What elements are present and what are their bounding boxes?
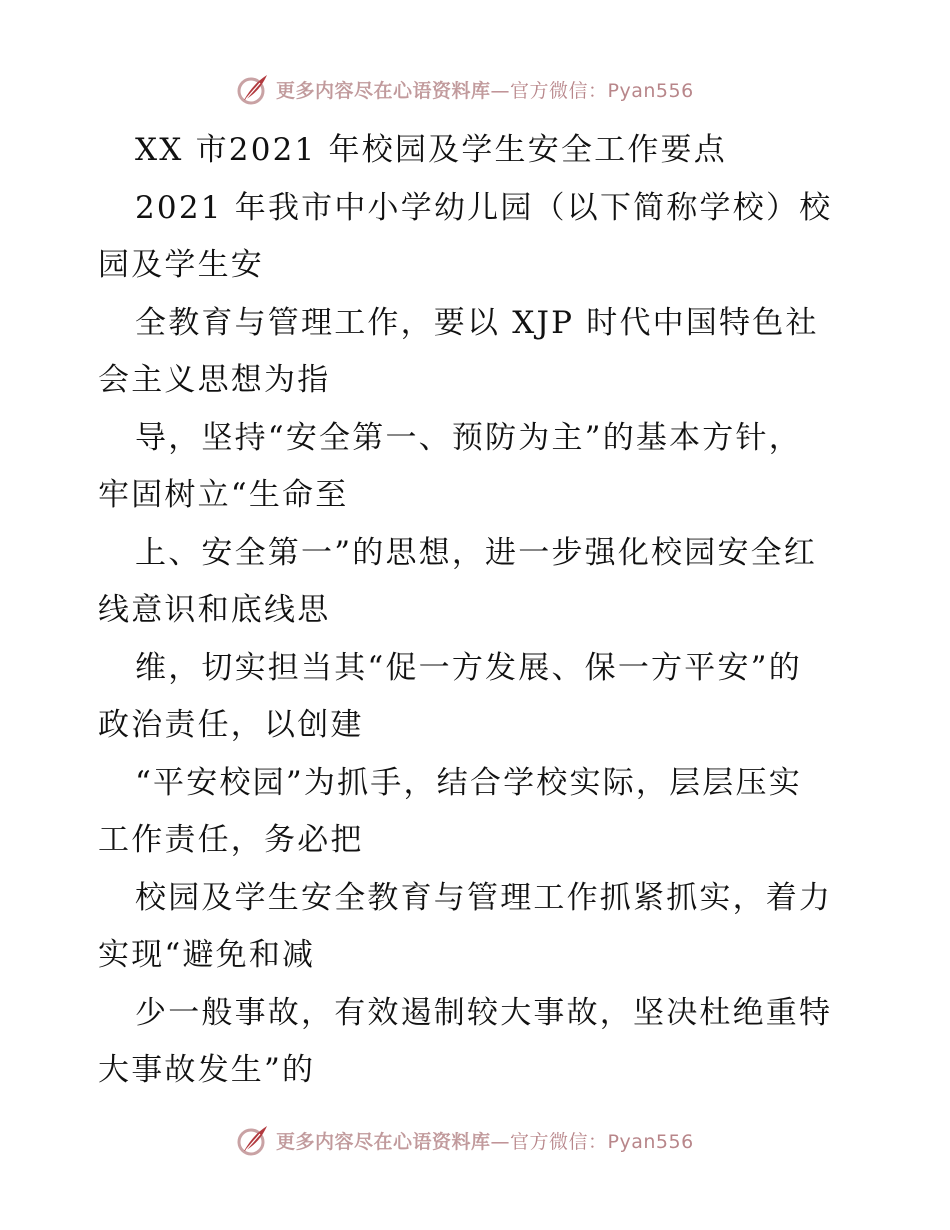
footer-watermark (236, 1123, 694, 1157)
paragraph-line: 政治责任，以创建 (98, 707, 364, 743)
paragraph-line: 全教育与管理工作，要以 XJP 时代中国特色社 (135, 304, 819, 341)
paragraph-line: 维，切实担当其“促一方发展、保一方平安”的 (135, 649, 802, 686)
paragraph-line: 实现“避免和减 (98, 937, 316, 973)
watermark-suffix: 官方微信：Pyan556 (510, 1130, 694, 1153)
paragraph-line: 大事故发生”的 (98, 1052, 316, 1088)
paragraph-line: 园及学生安 (98, 247, 264, 283)
paragraph-line: 少一般事故，有效遏制较大事故，坚决杜绝重特 (135, 994, 833, 1031)
document-title: XX 市2021 年校园及学生安全工作要点 (135, 132, 727, 168)
watermark-text (276, 76, 694, 103)
paragraph-line: “平安校园”为抓手，结合学校实际，层层压实 (135, 764, 802, 801)
watermark-dash: — (490, 1130, 511, 1153)
paragraph-line: 2021 年我市中小学幼儿园（以下简称学校）校 (135, 189, 833, 226)
watermark-dash: — (490, 79, 511, 102)
watermark-brand: 更多内容尽在心语资料库 (276, 79, 491, 102)
header-watermark (236, 72, 694, 106)
paragraph-line: 上、安全第一”的思想，进一步强化校园安全红 (135, 534, 818, 571)
paragraph-line: 导，坚持“安全第一、预防为主”的基本方针， (135, 419, 802, 456)
document-body (98, 122, 858, 1100)
paragraph-line: 会主义思想为指 (98, 362, 331, 398)
paragraph-line: 牢固树立“生命至 (98, 477, 349, 513)
watermark-suffix: 官方微信：Pyan556 (510, 79, 694, 102)
paragraph-line: 线意识和底线思 (98, 592, 331, 628)
feather-circle-logo-icon (236, 1123, 270, 1157)
watermark-brand: 更多内容尽在心语资料库 (276, 1130, 491, 1153)
feather-circle-logo-icon (236, 72, 270, 106)
paragraph-line: 校园及学生安全教育与管理工作抓紧抓实，着力 (135, 879, 833, 916)
watermark-text (276, 1127, 694, 1154)
paragraph-line: 工作责任，务必把 (98, 822, 364, 858)
